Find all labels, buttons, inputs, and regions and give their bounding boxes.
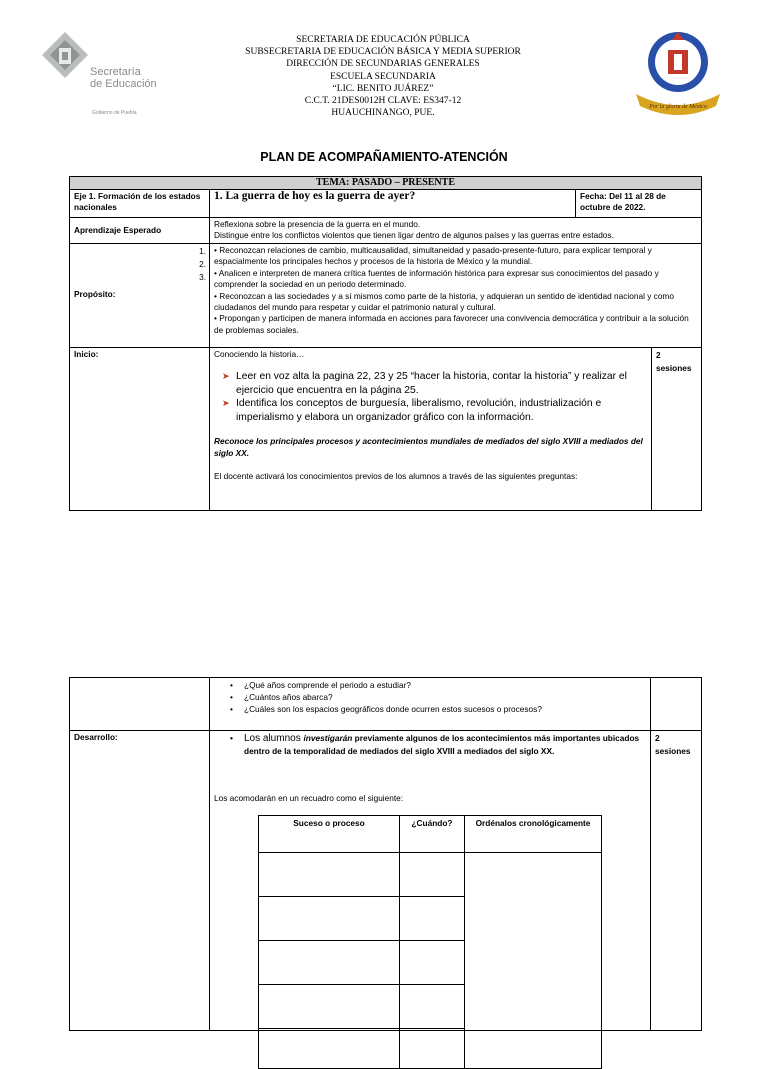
proposito-item: • Reconozcan a las sociedades y a sí mismos como parte de la historia, y adquieran un sentido de identidad nacional y como ciudadanos del mundo para respetar y cuidar el patrimonio natural y cultural. (214, 290, 674, 313)
logo-text-line1: Secretaría (90, 66, 141, 78)
list-item (222, 370, 647, 397)
inicio-italic: Reconoce los principales procesos y acontecimientos mundiales de mediados del siglo XVIII a mediados del siglo XX. (214, 436, 643, 458)
header-line: HUAUCHINANGO, PUE. (331, 108, 435, 119)
chronology-table (258, 815, 602, 1069)
inicio-item: Identifica los conceptos de burguesía, liberalismo, revolución, industrialización e imperialismo y elabora un organizador gráfico con la información. (236, 398, 602, 423)
topic-title: 1. La guerra de hoy es la guerra de ayer? (210, 190, 576, 218)
question-item: ¿Qué años comprende el periodo a estudiar? (244, 680, 411, 690)
questions-list (214, 679, 646, 715)
plan-table (69, 176, 702, 511)
chronology-header: Suceso o proceso (259, 816, 400, 853)
header-lines (190, 34, 576, 119)
question-item: ¿Cuáles son los espacios geográficos donde ocurren estos sucesos o procesos? (244, 704, 542, 714)
proposito-item: • Propongan y participen de manera informada en acciones para favorecer una convivencia democrática y contribuir a la solución de problemas sociales. (214, 313, 689, 335)
acomodaran-text: Los acomodarán en un recuadro como el siguiente: (214, 793, 404, 803)
header-line: C.C.T. 21DES0012H CLAVE: ES347-12 (304, 96, 462, 107)
list-item: • ¿Cuáles son los espacios geográficos donde ocurren estos sucesos o procesos? (230, 704, 542, 714)
sesiones-num: 2 (656, 350, 661, 360)
chronology-cell[interactable] (259, 941, 400, 985)
list-item: • Los alumnos investigarán previamente algunos de los acontecimientos más importantes ubicados dentro de la temporalidad de mediados del siglo XVIII a mediados del siglo XX. (230, 733, 640, 756)
fecha-cell (576, 190, 702, 218)
header-line: ESCUELA SECUNDARIA (330, 71, 436, 82)
sesiones-label: sesiones (656, 363, 692, 373)
aprendizaje-line: Reflexiona sobre la presencia de la guerra en el mundo. (214, 219, 421, 229)
chronology-cell[interactable] (400, 985, 465, 1029)
proposito-item: • Analicen e interpreten de manera crítica fuentes de información histórica para expresar sus conocimientos del pasado y comprender la sociedad en un periodo determinado. (214, 267, 659, 290)
fecha-label: Fecha: (580, 191, 607, 201)
header-line: DIRECCIÓN DE SECUNDARIAS GENERALES (286, 59, 480, 70)
aprendizaje-label: Aprendizaje Esperado (70, 218, 210, 244)
school-seal-icon (632, 24, 724, 116)
chronology-header: ¿Cuándo? (400, 816, 465, 853)
proposito-cell (210, 244, 702, 348)
sesiones-label: sesiones (655, 746, 691, 756)
desarrollo-italic: investigarán (303, 733, 353, 743)
proposito-label-cell (70, 244, 210, 348)
proposito-item: • Reconozcan relaciones de cambio, multicausalidad, simultaneidad y pasado-presente-futuro, para explicar temporal y espacialmente los principales hechos y procesos de la historia de México y la mundial. (214, 245, 652, 267)
school-seal (632, 24, 724, 116)
proposito-num: 3. (199, 272, 206, 282)
header-line: SECRETARIA DE EDUCACIÓN PÚBLICA (296, 35, 470, 45)
empty-cell (70, 678, 210, 731)
chronology-cell[interactable] (400, 941, 465, 985)
arrow-bullet-icon: ➤ (222, 371, 230, 382)
page-title: PLAN DE ACOMPAÑAMIENTO-ATENCIÓN (260, 150, 508, 164)
inicio-docente: El docente activará los conocimientos previos de los alumnos a través de las siguientes preguntas: (214, 471, 578, 482)
proposito-num: 2. (199, 259, 206, 269)
chronology-order-cell[interactable] (465, 853, 602, 1069)
inicio-item: Leer en voz alta la pagina 22, 23 y 25 “hacer la historia, contar la historia” y realizar el ejercicio que encuentra en la página 25. (236, 371, 627, 396)
eje-label: Eje 1. Formación de los estados nacionales (70, 190, 210, 218)
chronology-cell[interactable] (259, 985, 400, 1029)
aprendizaje-cell (210, 218, 702, 244)
chronology-cell[interactable] (259, 853, 400, 897)
chronology-cell[interactable] (400, 897, 465, 941)
sep-emblem-icon (40, 30, 90, 100)
inicio-list (214, 370, 647, 424)
logo-text-line2: de Educación (90, 78, 157, 90)
chronology-cell[interactable] (259, 897, 400, 941)
chronology-cell[interactable] (400, 1029, 465, 1069)
sesiones-num: 2 (655, 733, 660, 743)
desarrollo-list (214, 732, 646, 757)
chronology-cell[interactable] (259, 1029, 400, 1069)
sesiones-cell (651, 731, 702, 1031)
list-item (222, 397, 647, 424)
logo-subtext: Gobierno de Puebla (92, 110, 137, 116)
inicio-cell (210, 348, 652, 511)
chronology-cell[interactable] (400, 853, 465, 897)
questions-cell (210, 678, 651, 731)
arrow-bullet-icon: ➤ (222, 398, 230, 409)
tema-header: TEMA: PASADO – PRESENTE (70, 177, 702, 190)
aprendizaje-line: Distingue entre los conflictos violentos que tienen ligar dentro de algunos países y las guerras entre estados. (214, 230, 614, 241)
desarrollo-rest: previamente algunos de los acontecimientos más importantes ubicados dentro de la temporalidad de mediados del siglo XVIII a mediados del siglo XX. (244, 733, 640, 756)
empty-cell (651, 678, 702, 731)
chronology-header: Ordénalos cronológicamente (465, 816, 602, 853)
inicio-intro: Conociendo la historia… (214, 349, 305, 359)
proposito-label: Propósito: (74, 289, 116, 299)
desarrollo-pre: Los alumnos (244, 733, 304, 744)
header-line: “LIC. BENITO JUÁREZ” (332, 83, 434, 94)
proposito-num: 1. (199, 246, 206, 256)
inicio-label: Inicio: (70, 348, 210, 511)
sesiones-cell (652, 348, 702, 511)
desarrollo-label: Desarrollo: (70, 731, 210, 1031)
list-item: • ¿Qué años comprende el periodo a estudiar? (230, 680, 411, 690)
seal-banner-text: Por la gloria de México (649, 104, 707, 110)
sep-logo (40, 30, 160, 116)
header-line: SUBSECRETARIA DE EDUCACIÓN BÁSICA Y MEDIA SUPERIOR (245, 47, 521, 58)
list-item: • ¿Cuántos años abarca? (230, 692, 333, 702)
question-item: ¿Cuántos años abarca? (244, 692, 333, 702)
fecha-value: Del 11 al 28 de octubre de 2022. (580, 191, 666, 213)
